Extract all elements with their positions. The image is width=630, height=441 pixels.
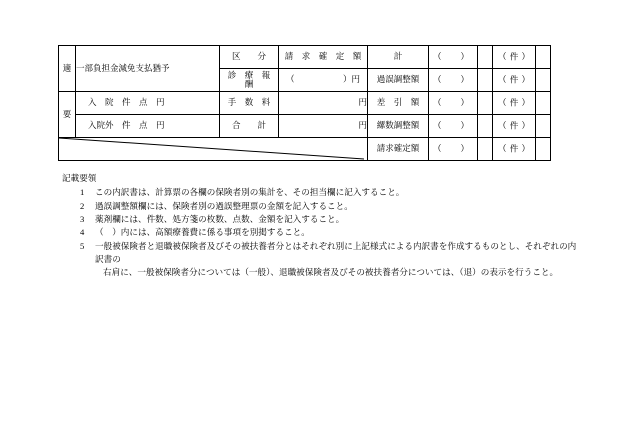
ken-paren-close: ）: [521, 120, 530, 131]
note-number: 2: [80, 200, 85, 211]
value-gokei: [279, 115, 368, 138]
value-shinryo-hoshu-inner: [279, 75, 367, 84]
table-row: [59, 138, 551, 161]
value-kei-paren: [429, 46, 478, 69]
paren-close: ）: [460, 51, 469, 62]
table-row: [59, 92, 551, 115]
note-text: この内訳書は、計算票の各欄の保険者別の集計を、その担当欄に記入すること。: [95, 187, 405, 198]
list-item: [80, 240, 582, 267]
note-text: 過誤調整額欄には、保険者別の過誤整理票の金額を記入すること。: [95, 200, 353, 211]
value-kago-chosei-paren: [429, 69, 478, 92]
row-title-nyuin: [76, 92, 220, 115]
ken-paren-open: （: [498, 120, 507, 131]
unit-yen: 円: [358, 97, 367, 108]
header-seikyu-kakuteigaku: 請 求 確 定 額: [279, 46, 368, 69]
value-sashihiki-paren: [429, 92, 478, 115]
list-item: [80, 213, 582, 226]
spacer-cell: [478, 69, 493, 92]
note-number: 4: [80, 227, 85, 238]
diagonal-line-icon: [59, 138, 364, 160]
value-kago-chosei-ken: [493, 69, 536, 92]
header-kago-chosei-gaku: 過誤調整額: [368, 69, 429, 92]
ken-label: 件: [509, 51, 519, 62]
notes-title: 記載要領: [62, 173, 97, 183]
header-seikyu-kakuteigaku-row: 請求確定額: [368, 138, 429, 161]
ken-label: 件: [509, 120, 519, 131]
notes-section: [62, 172, 582, 280]
ken-label: 件: [509, 97, 519, 108]
header-kei: 計: [368, 46, 429, 69]
header-kubun: 区 分: [220, 46, 279, 69]
header-sashihiki-gaku: 差 引 額: [368, 92, 429, 115]
paren-close: ）: [460, 120, 469, 131]
row-title-nyuingai: [76, 115, 220, 138]
row-title-nyuin-inner: [76, 98, 219, 107]
ken-paren-close: ）: [521, 51, 530, 62]
header-kurikoshi-chosei-gaku: 縲数調整額: [368, 115, 429, 138]
value-kurikoshi-ken: [493, 115, 536, 138]
list-item: [80, 186, 582, 199]
row-title-exemption-text: 一部負担金減免支払猶予: [76, 62, 170, 73]
ken-paren-open: （: [498, 51, 507, 62]
ken-paren-close: ）: [521, 143, 530, 154]
spacer-cell-right: [536, 46, 551, 69]
spacer-cell-right: [536, 92, 551, 115]
header-tesuryo: 手 数 料: [220, 92, 279, 115]
note-number: 5: [80, 240, 85, 251]
paren-close: ）: [460, 143, 469, 154]
value-tesuryo: [279, 92, 368, 115]
spacer-cell-right: [536, 115, 551, 138]
paren-close: ）: [460, 74, 469, 85]
ken-paren-close: ）: [521, 97, 530, 108]
header-shinryo-hoshu: 診 療 報 酬: [220, 69, 279, 92]
paren-open: （: [433, 51, 442, 62]
ken-paren-open: （: [498, 74, 507, 85]
note-text: （ ）内には、高額療養費に係る事項を別掲すること。: [95, 227, 310, 238]
paren-close: ）: [460, 97, 469, 108]
paren-open: （: [433, 74, 442, 85]
value-kei-ken: [493, 46, 536, 69]
row-title-nyuin-text: 入 院 件 点 円: [88, 97, 165, 108]
paren-open: （: [433, 143, 442, 154]
unit-yen: ）円: [342, 74, 360, 85]
spacer-cell-right: [536, 69, 551, 92]
value-seikyu-kakutei-paren: [429, 138, 478, 161]
ken-paren-open: （: [498, 143, 507, 154]
ken-label: 件: [509, 143, 519, 154]
spacer-cell: [478, 115, 493, 138]
row-title-nyuingai-text: 入院外 件 点 円: [88, 120, 165, 131]
list-item: [80, 226, 582, 239]
note-text: 薬剤欄には、件数、処方箋の枚数、点数、金額を記入すること。: [95, 213, 345, 224]
diagonal-strike-cell: [59, 138, 368, 161]
list-item: [80, 200, 582, 213]
unit-yen: 円: [358, 120, 367, 131]
value-shinryo-hoshu: [279, 69, 368, 92]
ken-label: 件: [509, 74, 519, 85]
settlement-form-table: [58, 45, 551, 161]
spacer-cell: [478, 92, 493, 115]
value-kurikoshi-paren: [429, 115, 478, 138]
note-number: 3: [80, 213, 85, 224]
value-sashihiki-ken: [493, 92, 536, 115]
paren-open: （: [286, 74, 295, 85]
spacer-cell: [478, 138, 493, 161]
table-row: [59, 46, 551, 69]
table-row: [59, 115, 551, 138]
row-title-nyuingai-inner: [76, 121, 219, 130]
paren-open: （: [433, 120, 442, 131]
value-seikyu-kakutei-ken: [493, 138, 536, 161]
spacer-cell: [478, 46, 493, 69]
note-number: 1: [80, 187, 85, 198]
ken-paren-close: ）: [521, 74, 530, 85]
header-gokei: 合 計: [220, 115, 279, 138]
paren-open: （: [433, 97, 442, 108]
side-label-bottom: 要: [59, 92, 76, 138]
note-text: 一般被保険者と退職被保険者及びその被扶養者分とはそれぞれ別に上記様式による内訳書を作成するものとし、それぞれの内訳書の: [95, 240, 577, 264]
note-text-continuation: 右肩に、一般被保険者分については（一般）、退職被保険者及びその被扶養者分については、（退）の表示を行うこと。: [103, 267, 559, 278]
spacer-cell-right: [536, 138, 551, 161]
ken-paren-open: （: [498, 97, 507, 108]
side-label-top: 適: [59, 46, 76, 92]
row-title-exemption: [76, 46, 220, 92]
